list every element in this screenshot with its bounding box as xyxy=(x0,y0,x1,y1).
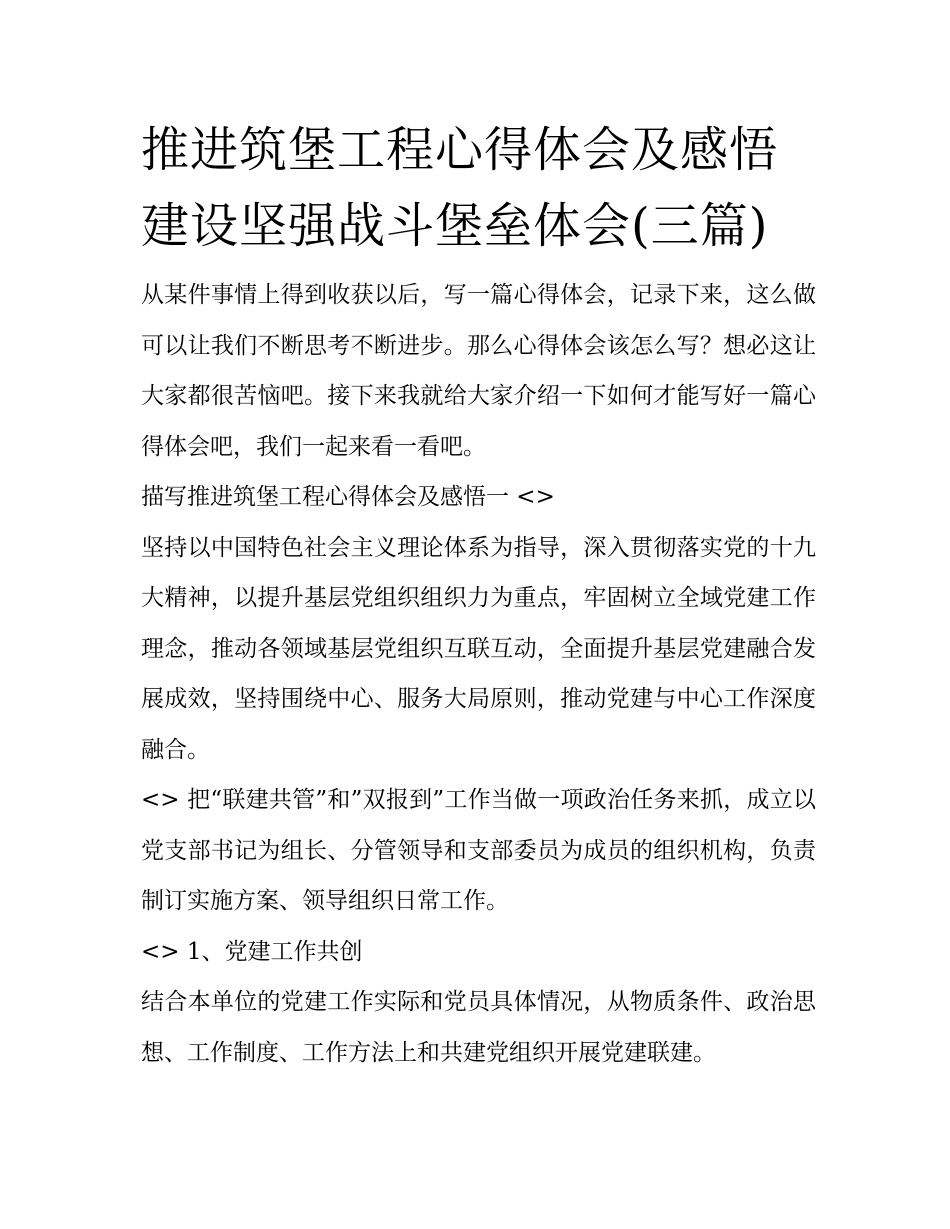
document-body xyxy=(141,270,816,1078)
body-paragraph-organization: <> 把“联建共管”和”双报到”工作当做一项政治任务来抓，成立以党支部书记为组长、分管领导和支部委员为成员的组织机构，负责制订实施方案、领导组织日常工作。 xyxy=(141,787,816,914)
title-line-1: 推进筑堡工程心得体会及感悟 xyxy=(141,122,779,178)
subsection-heading-1: <> 1、党建工作共创 xyxy=(141,938,363,965)
title-line-2: 建设坚强战斗堡垒体会(三篇) xyxy=(141,198,769,254)
body-paragraph-joint-building: 结合本单位的党建工作实际和党员具体情况，从物质条件、政治思想、工作制度、工作方法上和共建党组织开展党建联建。 xyxy=(141,989,816,1066)
body-paragraph-guidance: 坚持以中国特色社会主义理论体系为指导，深入贯彻落实党的十九大精神，以提升基层党组织组织力为重点，牢固树立全域党建工作理念，推动各领域基层党组织互联互动，全面提升基层党建融合发展成效，坚持围绕中心、服务大局原则，推动党建与中心工作深度融合。 xyxy=(141,534,816,763)
document-title xyxy=(141,112,816,264)
intro-paragraph: 从某件事情上得到收获以后，写一篇心得体会，记录下来，这么做可以让我们不断思考不断进步。那么心得体会该怎么写？想必这让大家都很苦恼吧。接下来我就给大家介绍一下如何才能写好一篇心得体会吧，我们一起来看一看吧。 xyxy=(141,282,816,460)
document-content xyxy=(141,112,816,1078)
section-heading-1: 描写推进筑堡工程心得体会及感悟一 <> xyxy=(141,484,555,510)
